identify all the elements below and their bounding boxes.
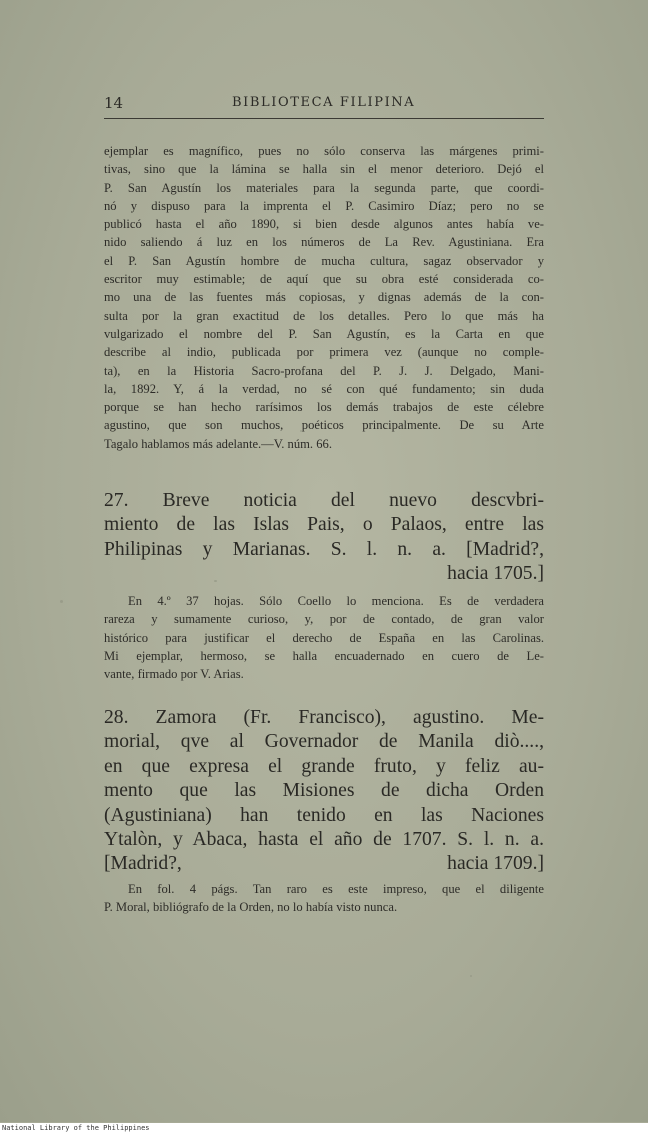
paragraph-line: la, 1892. Y, á la verdad, no sé con qué fundamento; sin duda xyxy=(104,381,544,396)
entry-line: hacia 1709.] xyxy=(447,853,544,875)
page-header xyxy=(104,92,544,119)
paper-spot xyxy=(60,600,63,603)
paper-spot xyxy=(470,975,472,977)
paragraph-line: vulgarizado el nombre del P. San Agustín, es la Carta en que xyxy=(104,326,544,341)
continuation-paragraph xyxy=(104,142,544,453)
entry-line: mento que las Misiones de dicha Orden xyxy=(104,780,544,802)
note-line: Mi ejemplar, hermoso, se halla encuadernado en cuero de Le- xyxy=(104,648,544,663)
credit-text: National Library of the Philippines xyxy=(2,1124,150,1132)
paragraph-line: agustino, que son muchos, poéticos principalmente. De su Arte xyxy=(104,418,544,433)
running-head: BIBLIOTECA FILIPINA xyxy=(232,95,416,110)
paragraph-line: nó y dispuso para la imprenta el P. Casimiro Díaz; pero no se xyxy=(104,198,544,213)
paragraph-line: Tagalo hablamos más adelante.—V. núm. 66. xyxy=(104,436,332,451)
entry-28-title xyxy=(104,706,544,877)
paragraph-line: sulta por la gran exactitud de los detalles. Pero lo que más ha xyxy=(104,308,544,323)
entry-line: Ytalòn, y Abaca, hasta el año de 1707. S. l. n. a. xyxy=(104,829,544,851)
note-line: P. Moral, bibliógrafo de la Orden, no lo había visto nunca. xyxy=(104,900,398,915)
entry-28-note xyxy=(104,880,544,917)
note-line: vante, firmado por V. Arias. xyxy=(104,667,244,682)
entry-line: morial, qve al Governador de Manila diò...., xyxy=(104,731,544,753)
entry-line: 27. Breve noticia del nuevo descvbri- xyxy=(104,490,544,511)
entry-line: 28. Zamora (Fr. Francisco), agustino. Me- xyxy=(104,707,544,728)
entry-line: hacia 1705.] xyxy=(447,563,544,585)
paragraph-line: P. San Agustín los materiales para la segunda parte, que coordi- xyxy=(104,180,544,195)
paragraph-line: describe al indio, publicada por primera vez (aunque no comple- xyxy=(104,345,544,360)
paragraph-line: el P. San Agustín hombre de mucha cultura, sagaz observador y xyxy=(104,253,544,268)
entry-last-line xyxy=(104,852,544,876)
paragraph-line: nido saliendo á luz en los números de La Rev. Agustiniana. Era xyxy=(104,235,544,250)
entry-27-title xyxy=(104,489,544,587)
note-line: rareza y sumamente curioso, y, por de contado, de gran valor xyxy=(104,612,544,627)
paragraph-line: escritor muy estimable; de aquí que su obra esté considerada co- xyxy=(104,272,544,287)
paragraph-line: ejemplar es magnífico, pues no sólo conserva las márgenes primi- xyxy=(104,144,544,158)
entry-line: [Madrid?, xyxy=(104,853,182,875)
entry-line: miento de las Islas Pais, o Palaos, entre las xyxy=(104,514,544,536)
paragraph-line: mo una de las fuentes más copiosas, y dignas además de la con- xyxy=(104,290,544,305)
entry-line: Philipinas y Marianas. S. l. n. a. [Madrid?, xyxy=(104,538,544,560)
entry-line: en que expresa el grande fruto, y feliz au- xyxy=(104,755,544,777)
note-line: En 4.º 37 hojas. Sólo Coello lo menciona. Es de verdadera xyxy=(128,594,544,608)
paragraph-line: porque se han hecho rarísimos los demás trabajos de este célebre xyxy=(104,400,544,415)
page-number: 14 xyxy=(104,94,124,112)
entry-line: (Agustiniana) han tenido en las Naciones xyxy=(104,804,544,826)
digitization-credit xyxy=(0,1123,648,1133)
paragraph-line: tivas, sino que la lámina se halla sin el menor deterioro. Dejó el xyxy=(104,162,544,177)
note-line: En fol. 4 págs. Tan raro es este impreso, que el diligente xyxy=(128,882,544,896)
paragraph-line: ta), en la Historia Sacro-profana del P. J. J. Delgado, Mani- xyxy=(104,363,544,378)
entry-27-note xyxy=(104,592,544,683)
note-line: histórico para justificar el derecho de España en las Carolinas. xyxy=(104,630,544,645)
paragraph-line: publicó hasta el año 1890, si bien desde algunos antes había ve- xyxy=(104,217,544,232)
